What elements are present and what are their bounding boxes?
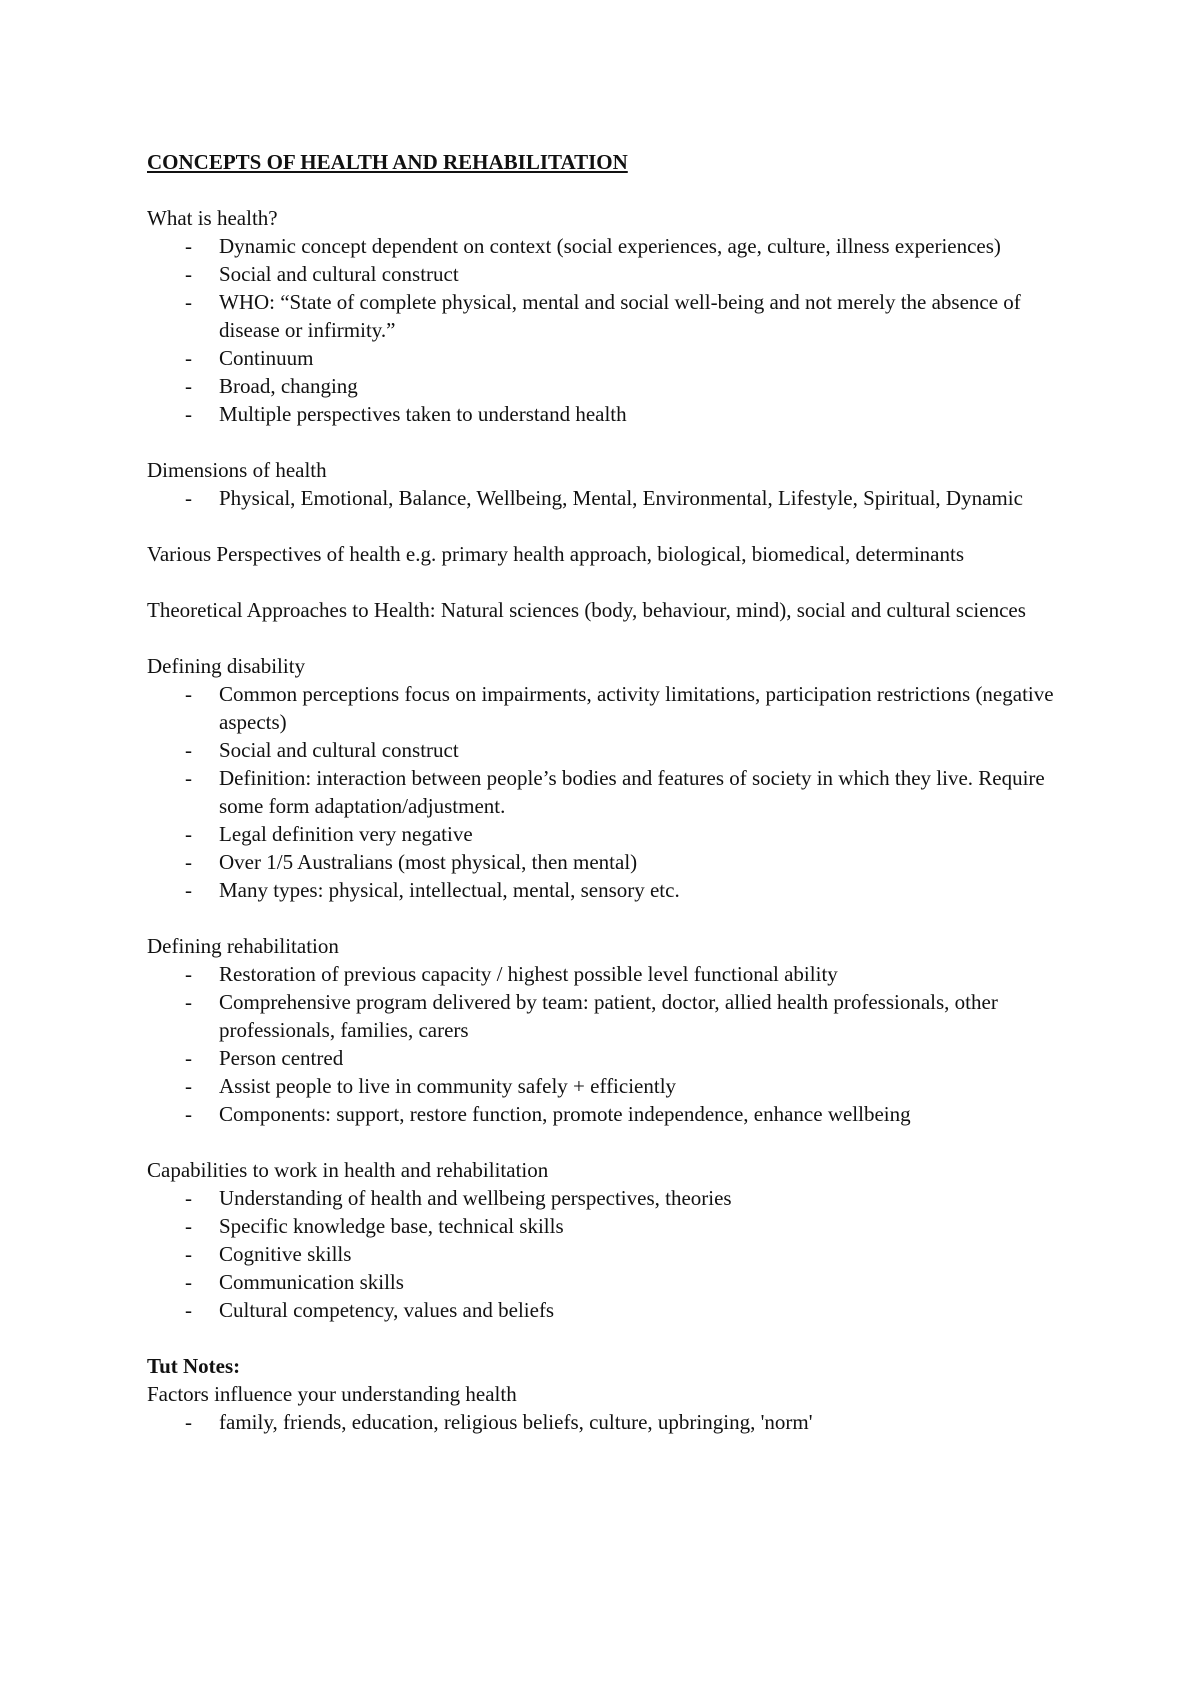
list-item: - Cultural competency, values and beliefs [147,1296,1077,1324]
list-item: - Communication skills [147,1268,1077,1296]
section-perspectives [147,540,1077,568]
paragraph: Various Perspectives of health e.g. primary health approach, biological, biomedical, determinants [147,542,964,566]
document-title: CONCEPTS OF HEALTH AND REHABILITATION [147,150,628,174]
paragraph: Theoretical Approaches to Health: Natural sciences (body, behaviour, mind), social and cultural sciences [147,598,1026,622]
list-item: - Assist people to live in community safely + efficiently [147,1072,1077,1100]
list-item: - Comprehensive program delivered by team: patient, doctor, allied health professionals, other professionals, families, carers [147,988,1077,1044]
section-heading: What is health? [147,206,278,230]
list-item: - Components: support, restore function, promote independence, enhance wellbeing [147,1100,1077,1128]
tut-notes-heading: Tut Notes: [147,1354,241,1378]
section-what-is-health [147,204,1077,428]
section-heading: Defining disability [147,654,306,678]
bullet-list [147,484,1077,512]
list-item: - Legal definition very negative [147,820,1077,848]
bullet-list [147,1184,1077,1324]
section-heading: Dimensions of health [147,458,327,482]
section-disability [147,652,1077,904]
section-rehabilitation [147,932,1077,1128]
bullet-list [147,232,1077,428]
bullet-list [147,680,1077,904]
list-item: - Dynamic concept dependent on context (social experiences, age, culture, illness experiences) [147,232,1077,260]
document-page [147,148,1077,1436]
list-item: - Restoration of previous capacity / highest possible level functional ability [147,960,1077,988]
section-heading: Defining rehabilitation [147,934,339,958]
list-item: - Social and cultural construct [147,736,1077,764]
section-heading: Capabilities to work in health and rehabilitation [147,1158,549,1182]
list-item: - Definition: interaction between people’s bodies and features of society in which they live. Require some form adaptation/adjustment. [147,764,1077,820]
section-heading: Factors influence your understanding health [147,1382,517,1406]
section-theoretical [147,596,1077,624]
list-item: - Multiple perspectives taken to understand health [147,400,1077,428]
list-item: - Social and cultural construct [147,260,1077,288]
bullet-list [147,1408,1077,1436]
list-item: - Common perceptions focus on impairments, activity limitations, participation restrictions (negative aspects) [147,680,1077,736]
list-item: - Cognitive skills [147,1240,1077,1268]
bullet-list [147,960,1077,1128]
list-item: - Over 1/5 Australians (most physical, then mental) [147,848,1077,876]
section-tut-notes [147,1352,1077,1436]
list-item: - Understanding of health and wellbeing perspectives, theories [147,1184,1077,1212]
list-item: - Specific knowledge base, technical skills [147,1212,1077,1240]
list-item: - Person centred [147,1044,1077,1072]
section-capabilities [147,1156,1077,1324]
list-item: - WHO: “State of complete physical, mental and social well-being and not merely the absence of disease or infirmity.” [147,288,1077,344]
section-dimensions [147,456,1077,512]
list-item: - Broad, changing [147,372,1077,400]
list-item: - family, friends, education, religious beliefs, culture, upbringing, 'norm' [147,1408,1077,1436]
list-item: - Many types: physical, intellectual, mental, sensory etc. [147,876,1077,904]
list-item: - Continuum [147,344,1077,372]
list-item: - Physical, Emotional, Balance, Wellbeing, Mental, Environmental, Lifestyle, Spiritual, Dynamic [147,484,1077,512]
